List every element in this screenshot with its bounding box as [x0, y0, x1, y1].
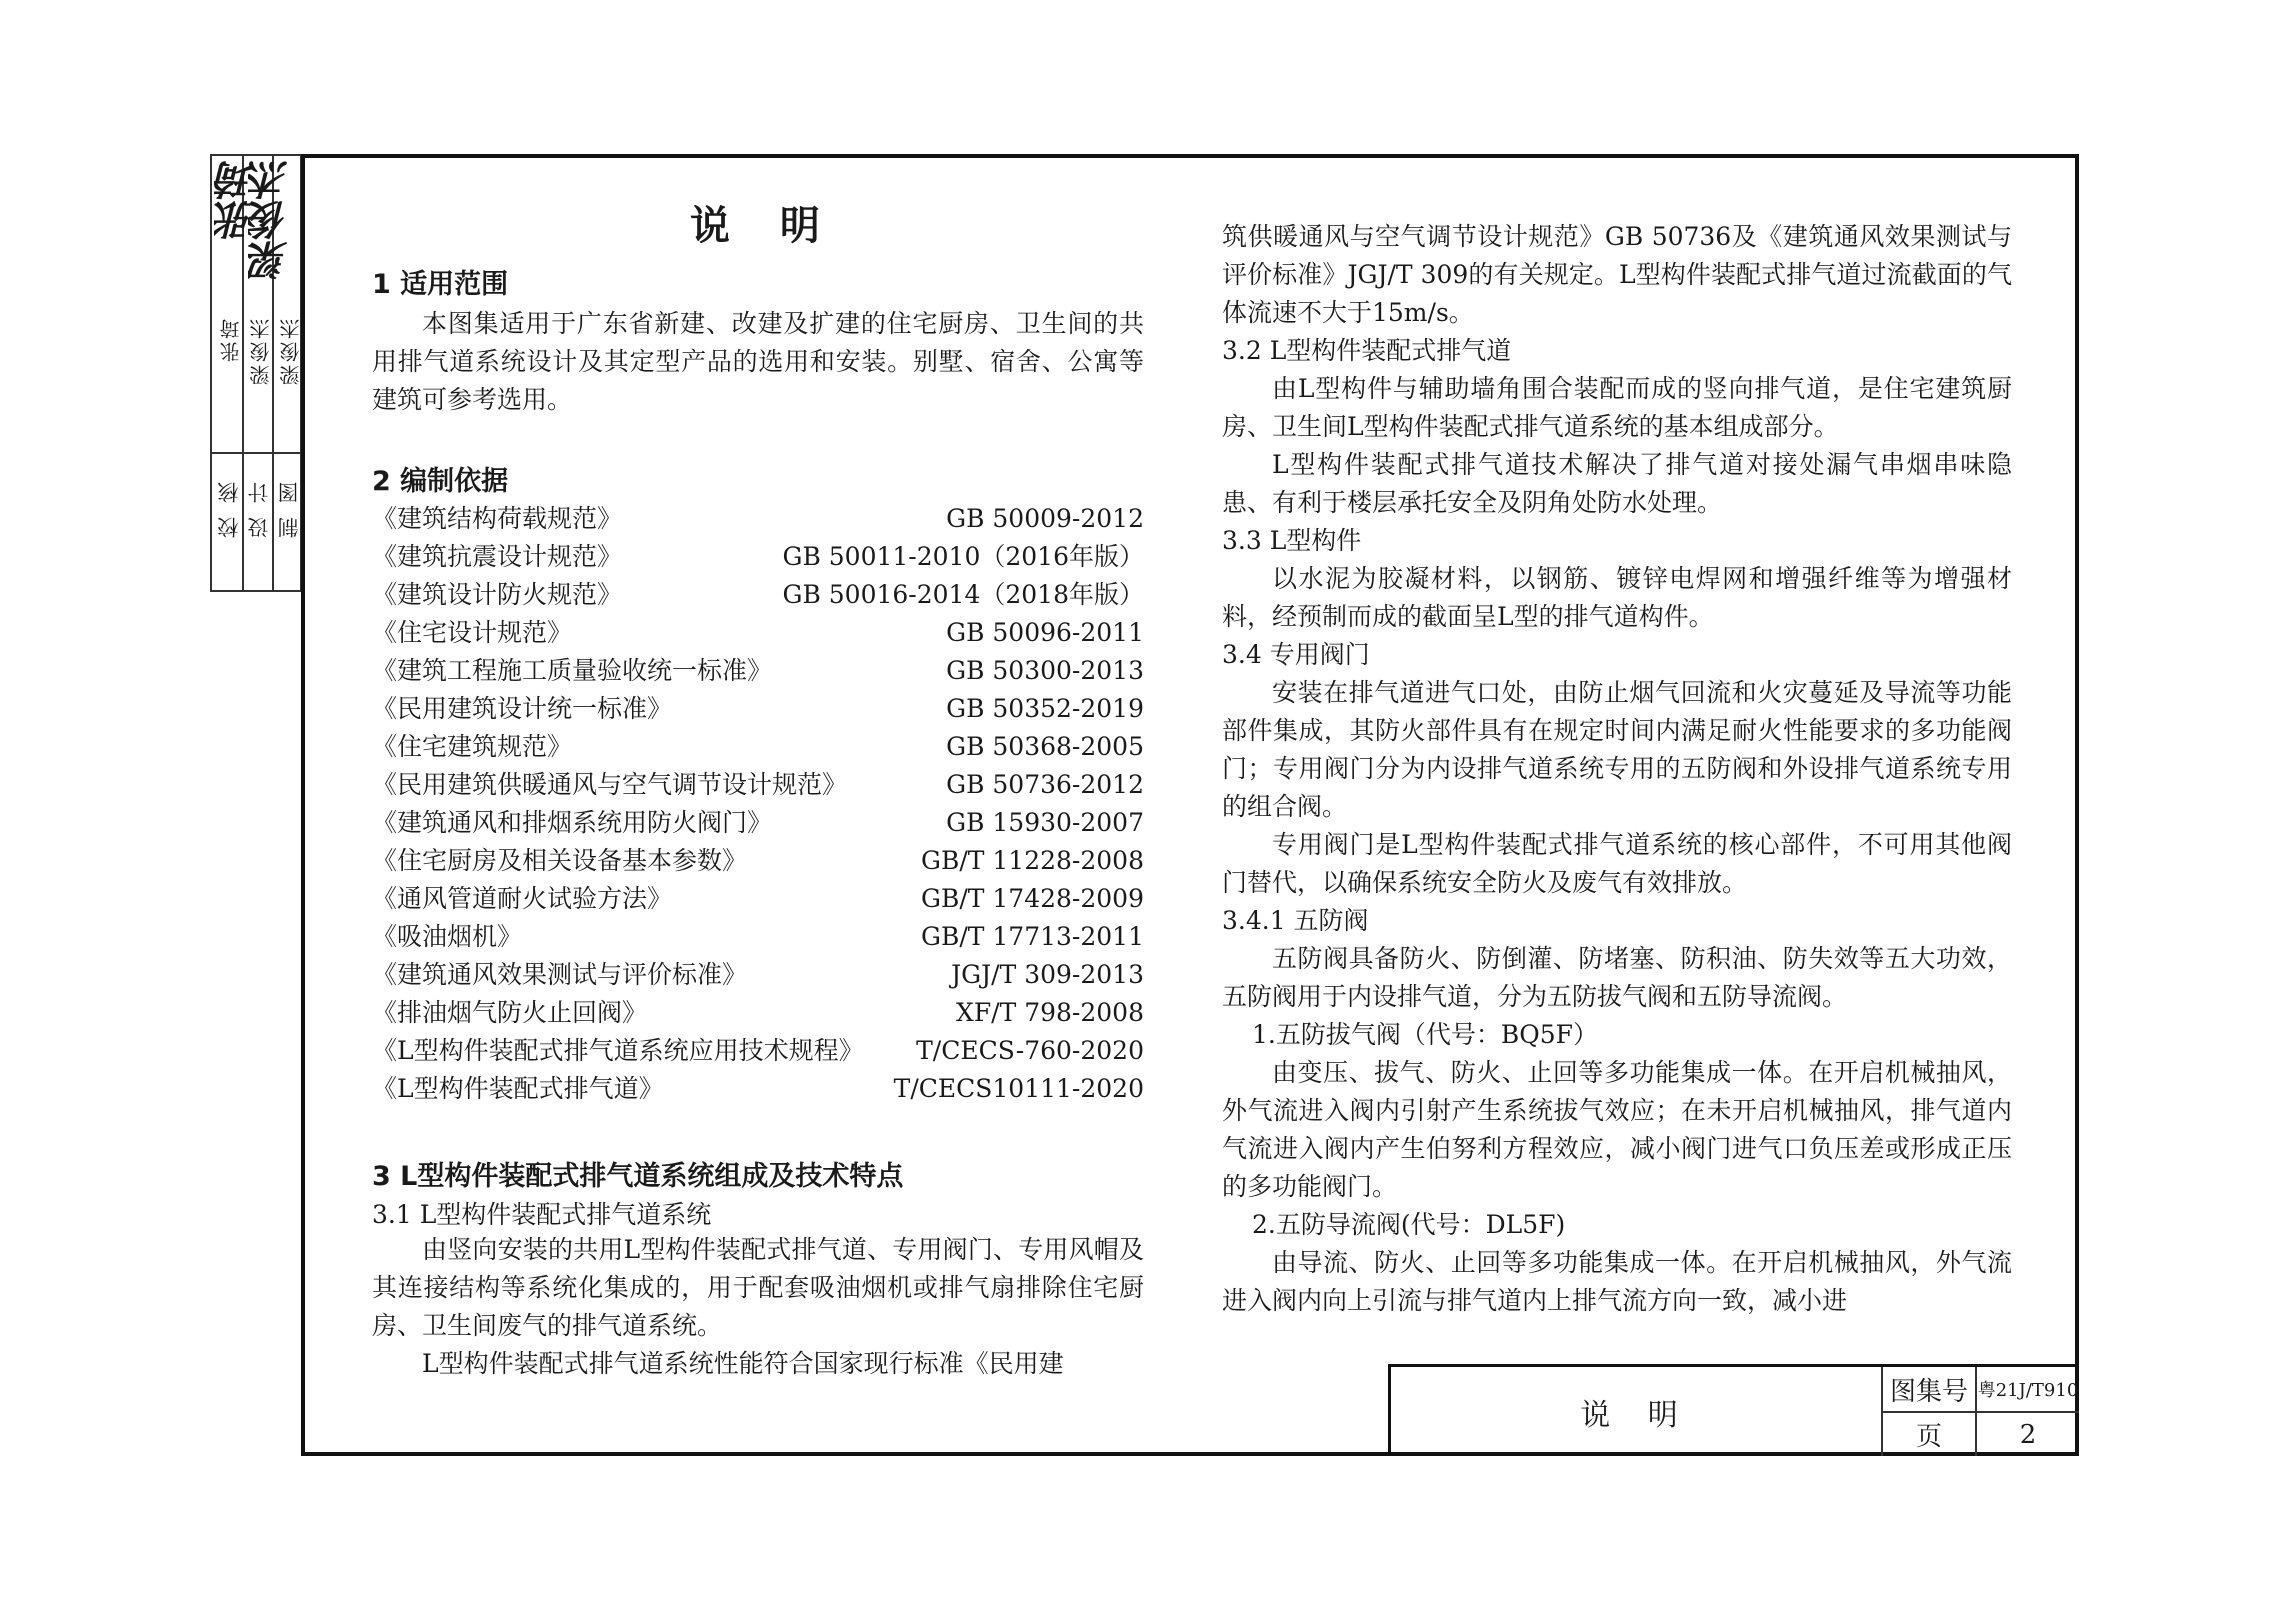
reference-item	[372, 690, 1144, 728]
signature-checker: 张琦	[214, 160, 260, 240]
reference-code: T/CECS10111-2020	[893, 1074, 1144, 1103]
reference-name: 《L型构件装配式排气道系统应用技术规程》	[372, 1036, 864, 1065]
section-3-2-paragraph-2: L型构件装配式排气道技术解决了排气道对接处漏气串烟串味隐患、有利于楼层承托安全及阴角处防水处理。	[1222, 450, 2012, 517]
reference-item	[372, 880, 1144, 918]
section-3-1-heading: 3.1 L型构件装配式排气道系统	[372, 1200, 712, 1229]
section-3-4-paragraph-1: 安装在排气道进气口处，由防止烟气回流和火灾蔓延及导流等功能部件集成，其防火部件具有在规定时间内满足耐火性能要求的多功能阀门；专用阀门分为内设排气道系统专用的五防阀和外设排气道系统专用的组合阀。	[1222, 678, 2012, 821]
reference-name: 《吸油烟机》	[372, 922, 523, 951]
reference-list	[372, 500, 1144, 1108]
name-designer: 梁俊杰	[249, 316, 273, 385]
section-3-3-heading: 3.3 L型构件	[1222, 526, 1362, 555]
page-number: 2	[2019, 1419, 2037, 1450]
right-column	[1222, 218, 2012, 1320]
reference-code: GB/T 17428-2009	[921, 884, 1144, 913]
atlas-number: 粤21J/T910	[1977, 1380, 2079, 1401]
page-label: 页	[1915, 1422, 1942, 1452]
section-1-heading: 1 适用范围	[372, 269, 509, 300]
reference-code: T/CECS-760-2020	[916, 1036, 1144, 1065]
reference-code: GB 50096-2011	[946, 618, 1144, 647]
reference-code: GB 50009-2012	[946, 504, 1144, 533]
signature-strip	[210, 154, 302, 592]
section-2-heading: 2 编制依据	[372, 466, 509, 497]
role-draw: 制图	[277, 468, 301, 538]
reference-name: 《建筑工程施工质量验收统一标准》	[372, 656, 773, 685]
reference-item	[372, 538, 1144, 576]
atlas-number-label: 图集号	[1889, 1376, 1968, 1407]
item-1-heading: 1.五防拔气阀（代号：BQ5F）	[1252, 1020, 1598, 1049]
reference-item	[372, 994, 1144, 1032]
reference-name: 《住宅建筑规范》	[372, 732, 573, 761]
title-block	[1388, 1364, 2079, 1456]
reference-name: 《通风管道耐火试验方法》	[372, 884, 673, 913]
reference-item	[372, 842, 1144, 880]
section-3-heading: 3 L型构件装配式排气道系统组成及技术特点	[372, 1161, 904, 1192]
reference-code: GB 50736-2012	[946, 770, 1144, 799]
reference-name: 《民用建筑设计统一标准》	[372, 694, 673, 723]
reference-item	[372, 804, 1144, 842]
section-3-2-heading: 3.2 L型构件装配式排气道	[1222, 336, 1512, 365]
reference-code: GB 50368-2005	[946, 732, 1144, 761]
reference-name: 《住宅设计规范》	[372, 618, 573, 647]
reference-name: 《L型构件装配式排气道》	[372, 1074, 664, 1103]
page-title: 说 明	[690, 203, 838, 249]
reference-code: GB/T 17713-2011	[921, 922, 1144, 951]
reference-name: 《民用建筑供暖通风与空气调节设计规范》	[372, 770, 848, 799]
reference-name: 《排油烟气防火止回阀》	[372, 998, 648, 1027]
item-2-paragraph: 由导流、防火、止回等多功能集成一体。在开启机械抽风，外气流进入阀内向上引流与排气道内上排气流方向一致，减小进	[1222, 1248, 2012, 1315]
reference-item	[372, 576, 1144, 614]
reference-item	[372, 1070, 1144, 1108]
section-3-3-paragraph-1: 以水泥为胶凝材料，以钢筋、镀锌电焊网和增强纤维等为增强材料，经预制而成的截面呈L型的排气道构件。	[1222, 564, 2012, 631]
name-drafter: 梁俊杰	[279, 316, 303, 385]
reference-name: 《建筑通风和排烟系统用防火阀门》	[372, 808, 773, 837]
title-block-name: 说 明	[1580, 1397, 1692, 1433]
signature-designer: 梁俊杰	[248, 160, 294, 280]
item-2-heading: 2.五防导流阀(代号：DL5F)	[1252, 1210, 1566, 1239]
reference-name: 《建筑结构荷载规范》	[372, 504, 623, 533]
reference-code: JGJ/T 309-2013	[951, 960, 1144, 989]
item-1-paragraph: 由变压、拔气、防火、止回等多功能集成一体。在开启机械抽风，外气流进入阀内引射产生系统拔气效应；在未开启机械抽风，排气道内气流进入阀内产生伯努利方程效应，减小阀门进气口负压差或形成正压的多功能阀门。	[1222, 1058, 2012, 1201]
name-checker: 张琦	[219, 316, 243, 362]
reference-item	[372, 956, 1144, 994]
section-3-4-1-heading: 3.4.1 五防阀	[1222, 906, 1369, 935]
reference-code: GB 50016-2014（2018年版）	[782, 580, 1144, 609]
section-1-text: 本图集适用于广东省新建、改建及扩建的住宅厨房、卫生间的共用排气道系统设计及其定型产品的选用和安装。别墅、宿舍、公寓等建筑可参考选用。	[372, 309, 1144, 414]
left-column	[372, 190, 1144, 1383]
reference-name: 《建筑抗震设计规范》	[372, 542, 623, 571]
section-3-1-paragraph-1: 由竖向安装的共用L型构件装配式排气道、专用阀门、专用风帽及其连接结构等系统化集成的，用于配套吸油烟机或排气扇排除住宅厨房、卫生间废气的排气道系统。	[372, 1235, 1144, 1340]
section-3-2-paragraph-1: 由L型构件与辅助墙角围合装配而成的竖向排气道，是住宅建筑厨房、卫生间L型构件装配式排气道系统的基本组成部分。	[1222, 374, 2012, 441]
role-design: 设计	[247, 468, 271, 538]
reference-code: GB/T 11228-2008	[921, 846, 1144, 875]
reference-item	[372, 766, 1144, 804]
reference-code: GB 50011-2010（2016年版）	[782, 542, 1144, 571]
reference-name: 《建筑设计防火规范》	[372, 580, 623, 609]
role-check: 校核	[217, 468, 241, 538]
reference-item	[372, 728, 1144, 766]
reference-name: 《建筑通风效果测试与评价标准》	[372, 960, 748, 989]
section-3-4-1-paragraph-1: 五防阀具备防火、防倒灌、防堵塞、防积油、防失效等五大功效，五防阀用于内设排气道，分为五防拔气阀和五防导流阀。	[1222, 944, 2012, 1011]
section-3-4-paragraph-2: 专用阀门是L型构件装配式排气道系统的核心部件，不可用其他阀门替代，以确保系统安全防火及废气有效排放。	[1222, 830, 2012, 897]
reference-item	[372, 652, 1144, 690]
reference-code: GB 50300-2013	[946, 656, 1144, 685]
reference-code: GB 15930-2007	[946, 808, 1144, 837]
section-3-1-paragraph-2: L型构件装配式排气道系统性能符合国家现行标准《民用建	[422, 1349, 1064, 1378]
reference-code: GB 50352-2019	[946, 694, 1144, 723]
reference-item	[372, 1032, 1144, 1070]
reference-name: 《住宅厨房及相关设备基本参数》	[372, 846, 748, 875]
reference-code: XF/T 798-2008	[956, 998, 1144, 1027]
section-3-4-heading: 3.4 专用阀门	[1222, 640, 1370, 669]
section-3-1-paragraph-2-continued: 筑供暖通风与空气调节设计规范》GB 50736及《建筑通风效果测试与评价标准》JGJ/T 309的有关规定。L型构件装配式排气道过流截面的气体流速不大于15m/s。	[1222, 222, 2012, 327]
reference-item	[372, 614, 1144, 652]
title-block-grid	[1881, 1367, 2079, 1456]
reference-item	[372, 918, 1144, 956]
reference-item	[372, 500, 1144, 538]
